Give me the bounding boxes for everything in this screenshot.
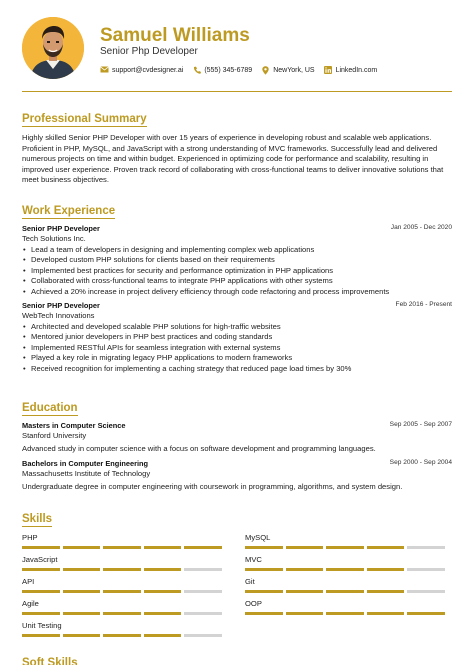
- skill-level-segment: [184, 568, 222, 571]
- person-avatar-icon: [22, 17, 84, 79]
- skill-level-segment: [103, 568, 141, 571]
- job-date: Jan 2005 - Dec 2020: [390, 224, 452, 231]
- skill-name: JavaScript: [22, 555, 58, 564]
- list-item: • Played a key role in migrating legacy PHP applications to modern frameworks: [22, 353, 452, 363]
- soft-skills-heading: Soft Skills: [22, 657, 78, 665]
- skill-item: [245, 599, 448, 615]
- skill-level-segment: [326, 546, 364, 549]
- skill-name: PHP: [22, 533, 38, 542]
- experience-section: [22, 201, 452, 374]
- envelope-icon: [100, 66, 109, 74]
- skill-level-segment: [245, 612, 283, 615]
- skill-level-segment: [184, 634, 222, 637]
- list-item: • Architected and developed scalable PHP solutions for high-traffic websites: [22, 322, 452, 332]
- skill-item: [22, 555, 225, 571]
- skill-level-segment: [103, 546, 141, 549]
- skill-level-segment: [63, 568, 101, 571]
- skill-level-segment: [286, 590, 324, 593]
- soft-skills-section: [22, 653, 452, 665]
- skill-name: MySQL: [245, 533, 271, 542]
- skill-level-bar: [245, 590, 448, 593]
- map-pin-icon: [261, 66, 270, 74]
- skill-item: [22, 599, 225, 615]
- skill-level-segment: [407, 546, 445, 549]
- contact-location: [261, 66, 314, 74]
- skills-section: [22, 509, 452, 630]
- school-name: Massachusetts Institute of Technology: [22, 468, 151, 478]
- skill-level-bar: [22, 634, 225, 637]
- experience-heading: Work Experience: [22, 205, 116, 217]
- skill-level-segment: [407, 568, 445, 571]
- skill-item: [22, 533, 225, 549]
- skill-item: [245, 533, 448, 549]
- skill-level-segment: [103, 634, 141, 637]
- education-date: Sep 2000 - Sep 2004: [389, 458, 452, 466]
- education-header: [22, 459, 452, 468]
- skill-name: OOP: [245, 599, 262, 608]
- skill-name: Git: [245, 577, 255, 586]
- job-header: [22, 301, 452, 310]
- list-item: • Mentored junior developers in PHP best practices and coding standards: [22, 332, 452, 342]
- education-description: Advanced study in computer science with a focus on software development and programming languages.: [22, 444, 376, 453]
- education-entry: [22, 421, 452, 455]
- skill-level-bar: [245, 568, 448, 571]
- skill-level-segment: [367, 546, 405, 549]
- education-date: Sep 2005 - Sep 2007: [389, 421, 452, 428]
- skill-item: [22, 577, 225, 593]
- job-bullets: [22, 322, 452, 374]
- skill-level-segment: [407, 612, 445, 615]
- education-heading: Education: [22, 402, 78, 414]
- list-item: • Received recognition for implementing a caching strategy that reduced page load times by 30%: [22, 364, 452, 374]
- job-role: Senior PHP Developer: [22, 301, 100, 311]
- skill-level-bar: [22, 568, 225, 571]
- skill-level-segment: [103, 590, 141, 593]
- skill-item: [245, 555, 448, 571]
- skill-level-segment: [326, 612, 364, 615]
- job-entry: [22, 224, 452, 297]
- summary-heading: Professional Summary: [22, 113, 147, 125]
- list-item: • Implemented RESTful APIs for seamless integration with external systems: [22, 343, 452, 353]
- contact-bar: [100, 66, 386, 74]
- skill-level-bar: [22, 546, 225, 549]
- skill-level-segment: [407, 590, 445, 593]
- skill-level-segment: [144, 546, 182, 549]
- degree-name: Bachelors in Computer Engineering: [22, 458, 149, 468]
- education-entry: [22, 459, 452, 493]
- location-text: NewYork, US: [273, 66, 315, 74]
- resume-header: [0, 0, 474, 88]
- skill-level-segment: [286, 612, 324, 615]
- list-item: • Achieved a 20% increase in project delivery efficiency through code refactoring and process improvements: [22, 287, 452, 297]
- skill-name: Agile: [22, 599, 39, 608]
- skill-level-segment: [367, 612, 405, 615]
- skills-heading: Skills: [22, 513, 53, 525]
- skill-level-segment: [326, 568, 364, 571]
- skill-level-bar: [22, 612, 225, 615]
- skill-level-segment: [63, 546, 101, 549]
- skill-name: Unit Testing: [22, 621, 62, 630]
- candidate-name: Samuel Williams: [100, 25, 250, 46]
- contact-phone[interactable]: [192, 66, 252, 74]
- linkedin-text: LinkedIn.com: [335, 66, 378, 74]
- skill-level-segment: [22, 634, 60, 637]
- skill-level-segment: [245, 568, 283, 571]
- skill-name: MVC: [245, 555, 262, 564]
- list-item: • Implemented best practices for security and performance optimization in PHP applications: [22, 266, 452, 276]
- job-role: Senior PHP Developer: [22, 224, 100, 233]
- skill-level-segment: [144, 590, 182, 593]
- skill-level-segment: [22, 612, 60, 615]
- profile-photo: [22, 17, 84, 79]
- list-item: • Lead a team of developers in designing and implementing complex web applications: [22, 245, 452, 255]
- skill-level-segment: [245, 590, 283, 593]
- skill-level-bar: [245, 546, 448, 549]
- list-item: • Collaborated with cross-functional teams to integrate PHP applications with other systems: [22, 276, 452, 286]
- job-company: WebTech Innovations: [22, 311, 95, 321]
- skill-level-segment: [103, 612, 141, 615]
- skill-level-segment: [184, 590, 222, 593]
- skill-level-segment: [22, 568, 60, 571]
- skill-level-segment: [367, 568, 405, 571]
- job-company: Tech Solutions Inc.: [22, 234, 86, 243]
- header-divider: [22, 91, 452, 92]
- linkedin-icon: [324, 66, 333, 74]
- skill-level-segment: [22, 590, 60, 593]
- skill-item: [245, 577, 448, 593]
- skill-level-segment: [144, 568, 182, 571]
- education-section: [22, 398, 452, 492]
- contact-linkedin[interactable]: [324, 66, 378, 74]
- skill-level-segment: [184, 612, 222, 615]
- summary-section: [22, 109, 452, 186]
- list-item: • Developed custom PHP solutions for clients based on their requirements: [22, 255, 452, 265]
- contact-email[interactable]: [100, 66, 183, 74]
- skill-level-segment: [367, 590, 405, 593]
- skill-level-segment: [63, 590, 101, 593]
- job-entry: [22, 301, 452, 374]
- skill-level-segment: [286, 546, 324, 549]
- job-header: [22, 224, 452, 233]
- skill-level-segment: [184, 546, 222, 549]
- candidate-title: Senior Php Developer: [100, 46, 198, 57]
- skill-level-segment: [326, 590, 364, 593]
- skill-level-bar: [22, 590, 225, 593]
- skill-level-segment: [286, 568, 324, 571]
- education-header: [22, 421, 452, 430]
- phone-text: (555) 345-6789: [204, 66, 253, 74]
- skill-level-segment: [22, 546, 60, 549]
- degree-name: Masters in Computer Science: [22, 421, 126, 430]
- skill-level-bar: [245, 612, 448, 615]
- school-name: Stanford University: [22, 431, 87, 440]
- skill-item: [22, 621, 225, 637]
- skill-level-segment: [144, 634, 182, 637]
- education-description: Undergraduate degree in computer engineering with coursework in programming, algorithms, and system design.: [22, 481, 403, 491]
- skill-level-segment: [144, 612, 182, 615]
- job-date: Feb 2016 - Present: [395, 301, 452, 309]
- skill-level-segment: [63, 634, 101, 637]
- job-bullets: [22, 245, 452, 297]
- email-text: support@cvdesigner.ai: [112, 66, 184, 74]
- skill-level-segment: [63, 612, 101, 615]
- summary-text: Highly skilled Senior PHP Developer with over 15 years of experience in developing robust and scalable web applications. Proficient in PHP, MySQL, and JavaScript with a strong understanding of MVC frameworks. Successfully lead and delivered numerous projects on time and within budget. Experienced in optimizing code for performance and scalability, resulting in improved user experience. Proven track record of collaborating with cross-functional teams to deliver innovative solutions that meet business objectives.: [22, 133, 444, 185]
- skill-level-segment: [245, 546, 283, 549]
- skill-name: API: [22, 577, 35, 586]
- phone-icon: [192, 66, 201, 74]
